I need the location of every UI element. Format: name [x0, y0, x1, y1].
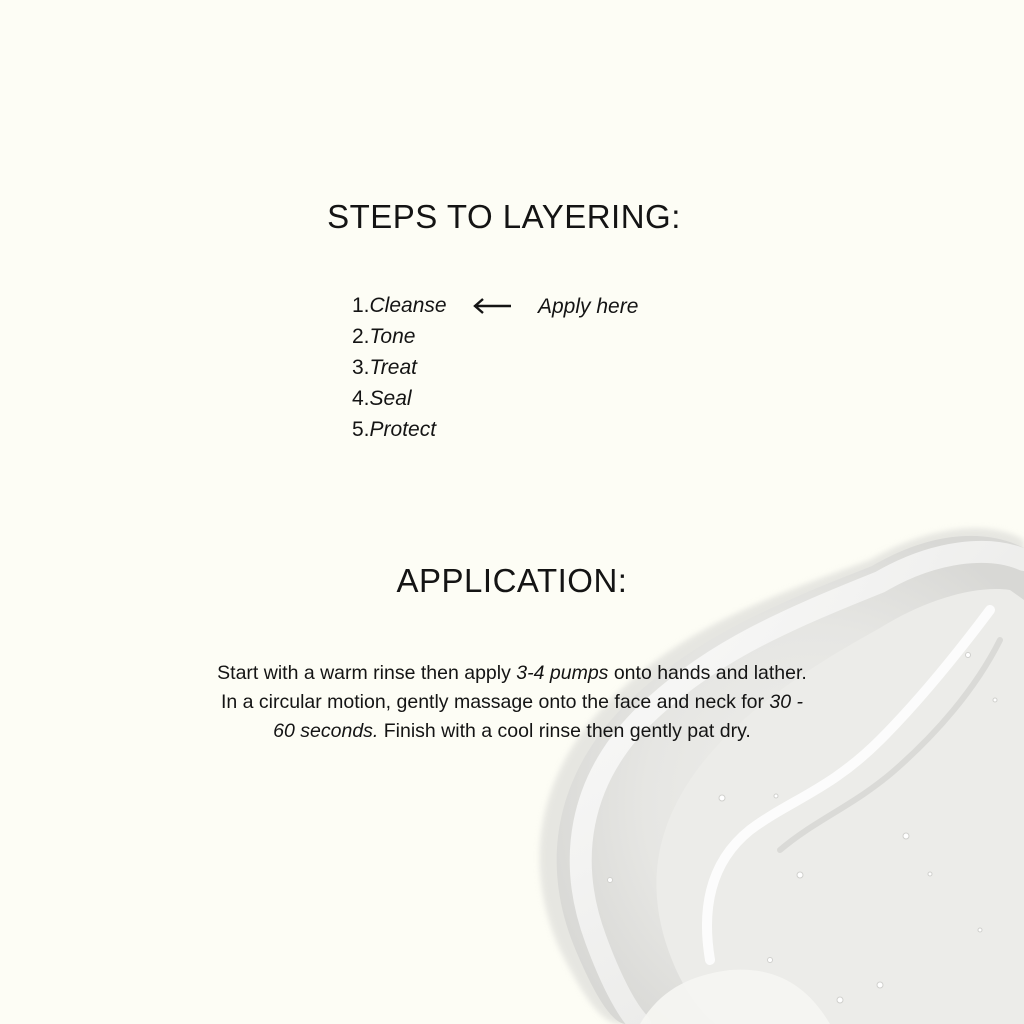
step-label: Cleanse: [369, 294, 447, 317]
application-text: Finish with a cool rinse then gently pat dry.: [378, 720, 751, 742]
step-number: 2.: [352, 325, 370, 348]
application-emphasis: 60 seconds.: [273, 720, 379, 742]
list-item: [352, 416, 447, 447]
step-number: 1.: [352, 294, 370, 317]
application-text: Start with a warm rinse then apply: [217, 662, 517, 684]
steps-list: [352, 292, 447, 447]
list-item: [352, 323, 447, 354]
step-number: 5.: [352, 418, 370, 441]
left-arrow-icon: [471, 294, 513, 318]
step-label: Tone: [369, 325, 416, 348]
application-text: In a circular motion, gently massage onto the face and neck for: [220, 691, 770, 713]
step-label: Treat: [369, 356, 417, 379]
list-item: [352, 292, 447, 323]
application-text: onto hands and lather.: [608, 662, 807, 684]
step-label: Seal: [369, 387, 412, 410]
list-item: [352, 385, 447, 416]
application-emphasis: 3-4 pumps: [516, 662, 609, 684]
steps-heading: STEPS TO LAYERING:: [327, 198, 681, 235]
list-item: [352, 354, 447, 385]
application-instructions: [162, 659, 862, 746]
step-number: 4.: [352, 387, 370, 410]
application-heading: APPLICATION:: [396, 562, 628, 599]
step-label: Protect: [369, 418, 437, 441]
step-number: 3.: [352, 356, 370, 379]
application-emphasis: 30 -: [769, 691, 804, 713]
apply-here-label: Apply here: [538, 295, 639, 318]
